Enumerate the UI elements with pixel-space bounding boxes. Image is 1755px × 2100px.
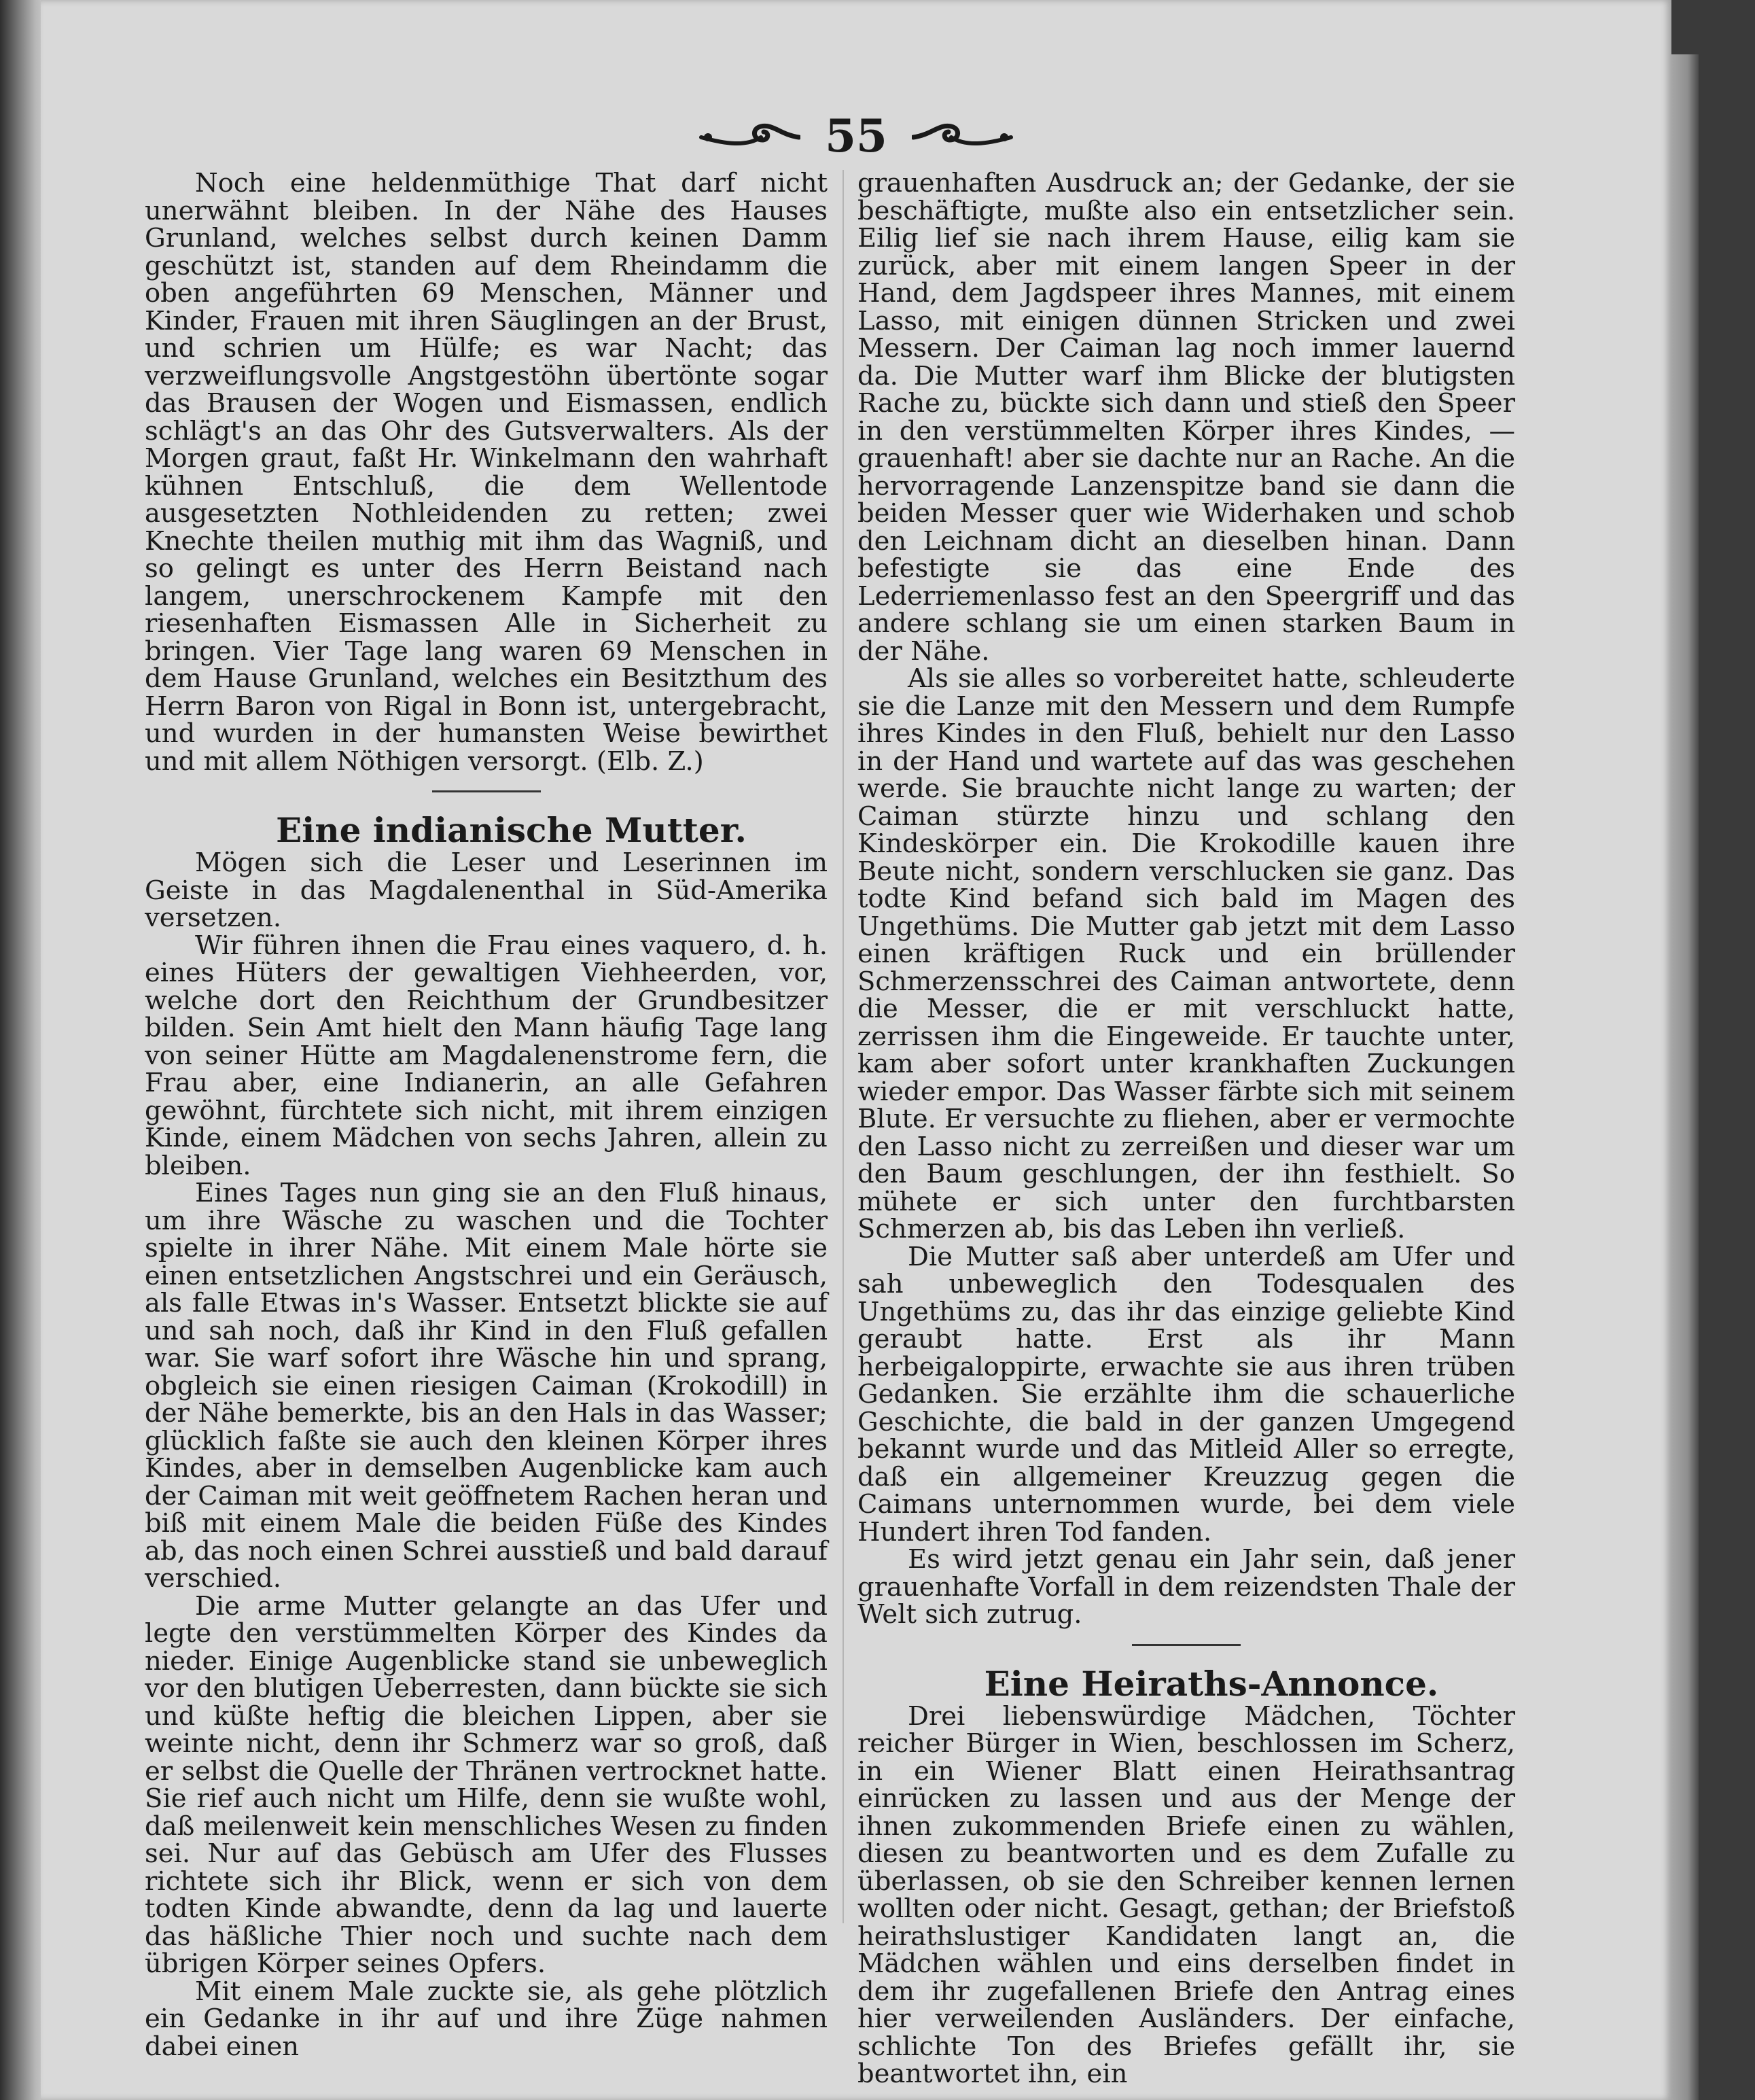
left-column: [145, 170, 828, 2061]
page-number: 55: [825, 109, 887, 162]
right-ornament-icon: [912, 117, 1014, 155]
column-divider: [843, 170, 844, 1923]
paragraph: Wir führen ihnen die Frau eines vaquero, d. h. eines Hüters der gewaltigen Viehheerden, vor, welche dort den Reichthum der Grundbesitzer bilden. Sein Amt hielt den Mann häufig Tage lang von seiner Hütte am Magdalenenstrome fern, die Frau aber, eine Indianerin, an alle Gefahren gewöhnt, fürchtete sich nicht, mit ihrem einzigen Kinde, einem Mädchen von sechs Jahren, allein zu bleiben.: [145, 930, 828, 1181]
paragraph: Eines Tages nun ging sie an den Fluß hinaus, um ihre Wäsche zu waschen und die Tochter spielte in ihrer Nähe. Mit einem Male hörte sie einen entsetzlichen Angstschrei und ein Geräusch, als falle Etwas in's Wasser. Entsetzt blickte sie auf und sah noch, daß ihr Kind in den Fluß gefallen war. Sie warf sofort ihre Wäsche hin und sprang, obgleich sie einen riesigen Caiman (Krokodill) in der Nähe bemerkte, bis an den Hals in das Wasser; glücklich faßte sie auch den kleinen Körper ihres Kindes, aber in demselben Augenblicke kam auch der Caiman mit weit geöffnetem Rachen heran und biß mit einem Male die beiden Füße des Kindes ab, das noch einen Schrei ausstieß und bald darauf verschied.: [145, 1178, 828, 1594]
paragraph: Noch eine heldenmüthige That darf nicht unerwähnt bleiben. In der Nähe des Hauses Grunland, welches selbst durch keinen Damm geschützt ist, standen auf dem Rheindamm die oben angeführten 69 Menschen, Männer und Kinder, Frauen mit ihren Säuglingen an der Brust, und schrien um Hülfe; es war Nacht; das verzweiflungsvolle Angstgestöhn übertönte sogar das Brausen der Wogen und Eismassen, endlich schlägt's an das Ohr des Gutsverwalters. Als der Morgen graut, faßt Hr. Winkelmann den wahrhaft kühnen Entschluß, die dem Wellentode ausgesetzten Nothleidenden zu retten; zwei Knechte theilen muthig mit ihm das Wagniß, und so gelingt es unter des Herrn Beistand nach langem, unerschrockenem Kampfe mit den riesenhaften Eismassen Alle in Sicherheit zu bringen. Vier Tage lang waren 69 Menschen in dem Hause Grunland, welches ein Besitzthum des Herrn Baron von Rigal in Bonn ist, untergebracht, und wurden in der humansten Weise bewirthet und mit allem Nöthigen versorgt. (Elb. Z.): [145, 168, 828, 777]
section-rule: [1132, 1644, 1241, 1646]
page-edge: [1671, 54, 1699, 2100]
left-ornament-icon: [698, 117, 800, 155]
right-column: [857, 170, 1515, 2088]
paragraph: Drei liebenswürdige Mädchen, Töchter reicher Bürger in Wien, beschlossen im Scherz, in ein Wiener Blatt einen Heirathsantrag einrücken zu lassen und aus der Menge der ihnen zukommenden Briefe einen zu wählen, diesen zu beantworten und es dem Zufalle zu überlassen, ob sie den Schreiber kennen lernen wollten oder nicht. Gesagt, gethan; der Briefstoß heirathslustiger Kandidaten langt an, die Mädchen wählen und eins derselben findet in dem ihr zugefallenen Briefe den Antrag eines hier verweilenden Ausländers. Der einfache, schlichte Ton des Briefes gefällt ihr, sie beantwortet ihn, ein: [857, 1700, 1515, 2089]
paragraph: Mögen sich die Leser und Leserinnen im Geiste in das Magdalenenthal in Süd-Amerika versetzen.: [145, 847, 828, 933]
page-header: [41, 95, 1671, 177]
section-rule: [432, 790, 541, 792]
paragraph: Es wird jetzt genau ein Jahr sein, daß jener grauenhafte Vorfall in dem reizendsten Thale der Welt sich zutrug.: [857, 1544, 1515, 1630]
paragraph: Die Mutter saß aber unterdeß am Ufer und sah unbeweglich den Todesqualen des Ungethüms zu, das ihr das einzige geliebte Kind geraubt hatte. Erst als ihr Mann herbeigaloppirte, erwachte sie aus ihren trüben Gedanken. Sie erzählte ihm die schauerliche Geschichte, die bald in der ganzen Umgegend bekannt wurde und das Mitleid Aller so erregte, daß ein allgemeiner Kreuzzug gegen die Caimans unternommen wurde, bei dem viele Hundert ihren Tod fanden.: [857, 1241, 1515, 1547]
paragraph: Als sie alles so vorbereitet hatte, schleuderte sie die Lanze mit den Messern und dem Rumpfe ihres Kindes in den Fluß, behielt nur den Lasso in der Hand und wartete auf das was geschehen werde. Sie brauchte nicht lange zu warten; der Caiman stürzte hinzu und schlang den Kindeskörper ein. Die Krokodille kauen ihre Beute nicht, sondern verschlucken sie ganz. Das todte Kind befand sich bald im Magen des Ungethüms. Die Mutter gab jetzt mit dem Lasso einen kräftigen Ruck und ein brüllender Schmerzensschrei des Caiman antwortete, denn die Messer, die er mit verschluckt hatte, zerrissen ihm die Eingeweide. Er tauchte unter, kam aber sofort unter krankhaften Zuckungen wieder empor. Das Wasser färbte sich mit seinem Blute. Er versuchte zu fliehen, aber er vermochte den Lasso nicht zu zerreißen und dieser war um den Baum geschlungen, der ihn festhielt. So mühete er sich unter den furchtbarsten Schmerzen ab, bis das Leben ihn verließ.: [857, 663, 1515, 1244]
paragraph: Mit einem Male zuckte sie, als gehe plötzlich ein Gedanke in ihr auf und ihre Züge nahmen dabei einen: [145, 1976, 828, 2062]
article-heading: Eine Heiraths-Annonce.: [984, 1663, 1439, 1704]
article-heading: Eine indianische Mutter.: [276, 810, 747, 850]
paragraph: Die arme Mutter gelangte an das Ufer und legte den verstümmelten Körper des Kindes da nieder. Einige Augenblicke stand sie unbeweglich vor den blutigen Ueberresten, dann bückte sie sich und küßte heftig die bleichen Lippen, aber sie weinte nicht, denn ihr Schmerz war so groß, daß er selbst die Quelle der Thränen vertrocknet hatte. Sie rief auch nicht um Hilfe, denn sie wußte wohl, daß meilenweit kein menschliches Wesen zu finden sei. Nur auf das Gebüsch am Ufer des Flusses richtete sich ihr Blick, wenn er sich von dem todten Kinde abwandte, denn da lag und lauerte das häßliche Thier noch und suchte nach dem übrigen Körper seines Opfers.: [145, 1590, 828, 1979]
paragraph: grauenhaften Ausdruck an; der Gedanke, der sie beschäftigte, mußte also ein entsetzlicher sein. Eilig lief sie nach ihrem Hause, eilig kam sie zurück, aber mit einem langen Speer in der Hand, dem Jagdspeer ihres Mannes, mit einem Lasso, mit einigen dünnen Stricken und zwei Messern. Der Caiman lag noch immer lauernd da. Die Mutter warf ihm Blicke der blutigsten Rache zu, bückte sich dann und stieß den Speer in den verstümmelten Körper ihres Kindes, — grauenhaft! aber sie dachte nur an Rache. An die hervorragende Lanzenspitze band sie dann die beiden Messer quer wie Widerhaken und schob den Leichnam dicht an dieselben hinan. Dann befestigte sie das eine Ende des Lederriemenlasso fest an den Speergriff und das andere schlang sie um einen starken Baum in der Nähe.: [857, 168, 1515, 667]
